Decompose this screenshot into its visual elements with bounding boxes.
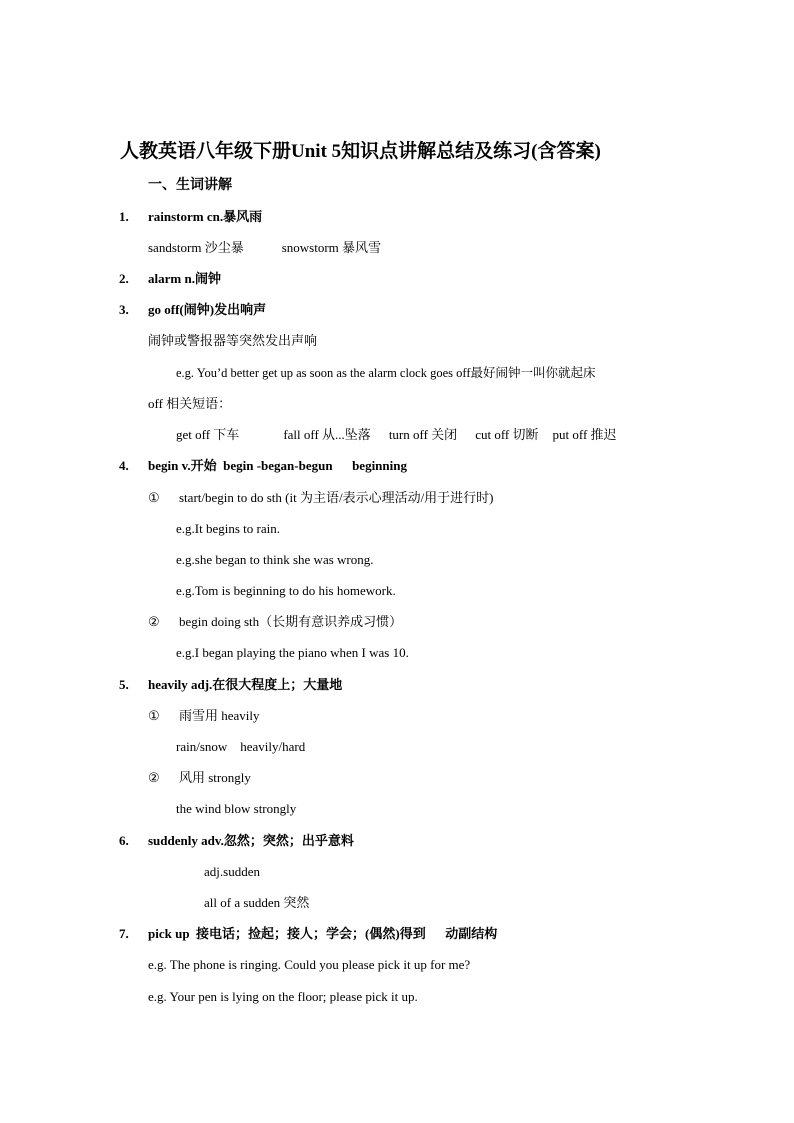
example-line: e.g.Tom is beginning to do his homework.	[176, 583, 396, 598]
phrase: put off 推迟	[552, 427, 617, 442]
usage-line: 雨雪用 heavily	[179, 708, 260, 723]
related-heading: off 相关短语：	[148, 396, 232, 411]
phrase: get off 下车	[176, 427, 240, 442]
example-line: e.g. You’d better get up as soon as the alarm clock goes off最好闹钟一叫你就起床	[176, 366, 596, 380]
item-number: 1.	[119, 209, 129, 224]
item-heading: alarm n.闹钟	[148, 271, 221, 286]
phrase: turn off 关闭	[388, 427, 458, 442]
related-word: snowstorm 暴风雪	[281, 240, 382, 255]
item-heading: heavily adj.在很大程度上；大量地	[148, 677, 343, 692]
example-line: e.g. The phone is ringing. Could you please pick it up for me?	[148, 957, 471, 972]
item-heading: pick up 接电话；捡起；接人；学会；(偶然)得到 动副结构	[148, 926, 498, 941]
item-number: 3.	[119, 302, 129, 317]
circled-marker: ②	[148, 614, 160, 629]
circled-marker: ①	[148, 708, 160, 723]
related-word: sandstorm 沙尘暴	[148, 240, 244, 255]
item-number: 2.	[119, 271, 129, 286]
item-number: 6.	[119, 833, 129, 848]
usage-line: begin doing sth（长期有意识养成习惯）	[179, 614, 403, 629]
item-number: 5.	[119, 677, 129, 692]
item-heading: go off(闹钟)发出响声	[148, 302, 267, 317]
item-number: 4.	[119, 458, 129, 473]
phrase: fall off 从...坠落	[283, 427, 371, 442]
usage-line: start/begin to do sth (it 为主语/表示心理活动/用于进行时)	[179, 490, 494, 505]
item-heading: begin v.开始 begin -began-begun beginning	[148, 458, 407, 473]
related-word: all of a sudden 突然	[204, 895, 310, 910]
related-word: adj.sudden	[204, 864, 260, 879]
example-line: the wind blow strongly	[176, 801, 297, 816]
circled-marker: ②	[148, 770, 160, 785]
phrase: cut off 切断	[475, 427, 539, 442]
item-number: 7.	[119, 926, 129, 941]
item-heading: rainstorm cn.暴风雨	[148, 209, 263, 224]
example-line: e.g.she began to think she was wrong.	[176, 552, 374, 567]
circled-marker: ①	[148, 490, 160, 505]
document-title: 人教英语八年级下册Unit 5知识点讲解总结及练习(含答案)	[120, 141, 601, 162]
item-heading: suddenly adv.忽然；突然；出乎意料	[148, 833, 354, 848]
phrase-list	[176, 426, 617, 444]
definition-line: 闹钟或警报器等突然发出声响	[148, 333, 318, 348]
example-line	[148, 239, 381, 257]
section-heading: 一、生词讲解	[148, 178, 232, 193]
example-line: rain/snow heavily/hard	[176, 739, 306, 754]
example-line: e.g. Your pen is lying on the floor; please pick it up.	[148, 989, 418, 1004]
example-line: e.g.It begins to rain.	[176, 521, 280, 536]
example-line: e.g.I began playing the piano when I was 10.	[176, 645, 409, 660]
usage-line: 风用 strongly	[179, 770, 251, 785]
